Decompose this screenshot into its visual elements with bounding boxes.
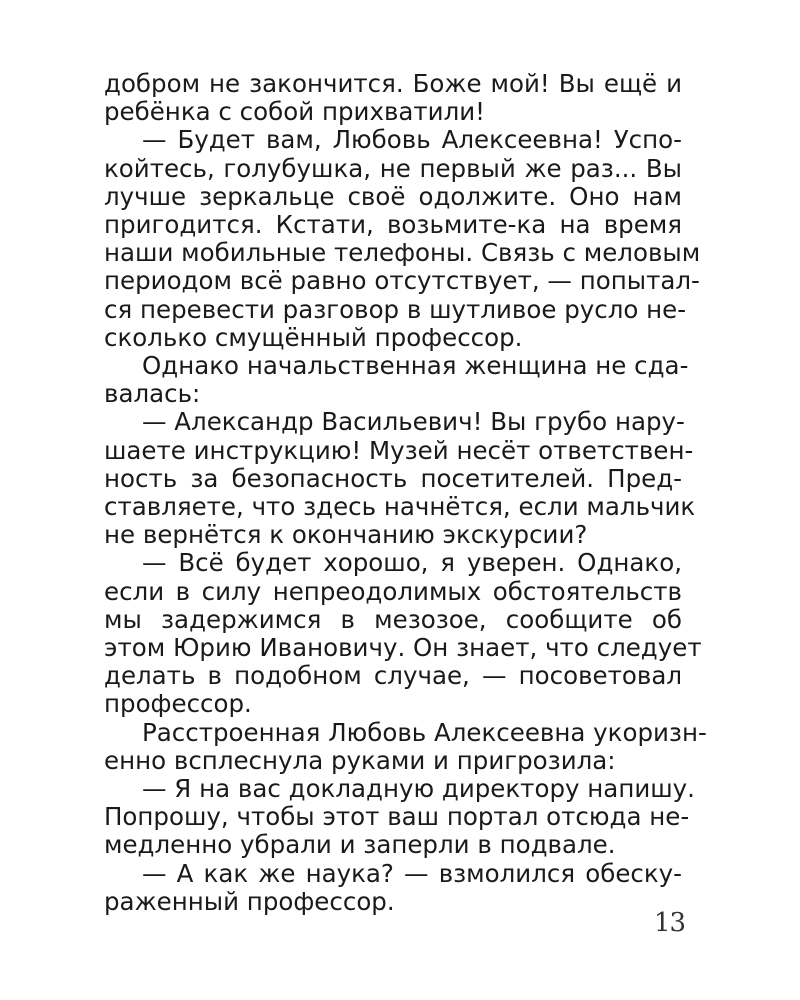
- text-line: валась:: [104, 379, 201, 409]
- text-line: сколько смущённый профессор.: [104, 322, 523, 352]
- text-line: ребёнка с собой прихватили!: [104, 97, 485, 127]
- text-line: Попрошу, чтобы этот ваш портал отсюда не-: [104, 802, 690, 832]
- text-line: ность за безопасность посетителей. Пред-: [104, 463, 682, 493]
- page-text: [104, 69, 707, 916]
- text-line: — Всё будет хорошо, я уверен. Однако,: [142, 548, 682, 578]
- text-line: — Будет вам, Любовь Алексеевна! Успо-: [142, 125, 682, 155]
- text-line: ся перевести разговор в шутливое русло не-: [104, 294, 687, 324]
- text-line: этом Юрию Ивановичу. Он знает, что следует: [104, 633, 702, 663]
- text-line: наши мобильные телефоны. Связь с меловым: [104, 238, 701, 268]
- text-line: Однако начальственная женщина не сда-: [142, 351, 689, 381]
- text-line: добром не закончится. Боже мой! Вы ещё и: [104, 69, 682, 98]
- text-line: лучше зеркальце своё одолжите. Оно нам: [104, 181, 682, 211]
- text-line: ставляете, что здесь начнётся, если мальчик: [104, 492, 696, 522]
- page-number: 13: [654, 908, 686, 938]
- text-line: не вернётся к окончанию экскурсии?: [104, 520, 588, 550]
- text-line: — Александр Васильевич! Вы грубо нару-: [142, 407, 685, 437]
- text-line: раженный профессор.: [104, 886, 395, 916]
- text-line: енно всплеснула руками и пригрозила:: [104, 745, 616, 775]
- text-line: делать в подобном случае, — посоветовал: [104, 661, 682, 691]
- text-line: мы задержимся в мезозое, сообщите об: [104, 604, 682, 634]
- text-line: — Я на вас докладную директору напишу.: [142, 774, 695, 804]
- text-line: медленно убрали и заперли в подвале.: [104, 830, 616, 860]
- text-line: если в силу непреодолимых обстоятельств: [104, 576, 682, 606]
- text-line: Расстроенная Любовь Алексеевна укоризн-: [142, 717, 707, 747]
- text-line: периодом всё равно отсутствует, — попытал-: [104, 266, 700, 296]
- text-line: профессор.: [104, 689, 252, 719]
- text-line: койтесь, голубушка, не первый же раз... Вы: [104, 153, 682, 183]
- text-line: пригодится. Кстати, возьмите-ка на время: [104, 210, 682, 240]
- text-line: шаете инструкцию! Музей несёт ответствен-: [104, 435, 694, 465]
- text-line: — А как же наука? — взмолился обеску-: [142, 858, 682, 888]
